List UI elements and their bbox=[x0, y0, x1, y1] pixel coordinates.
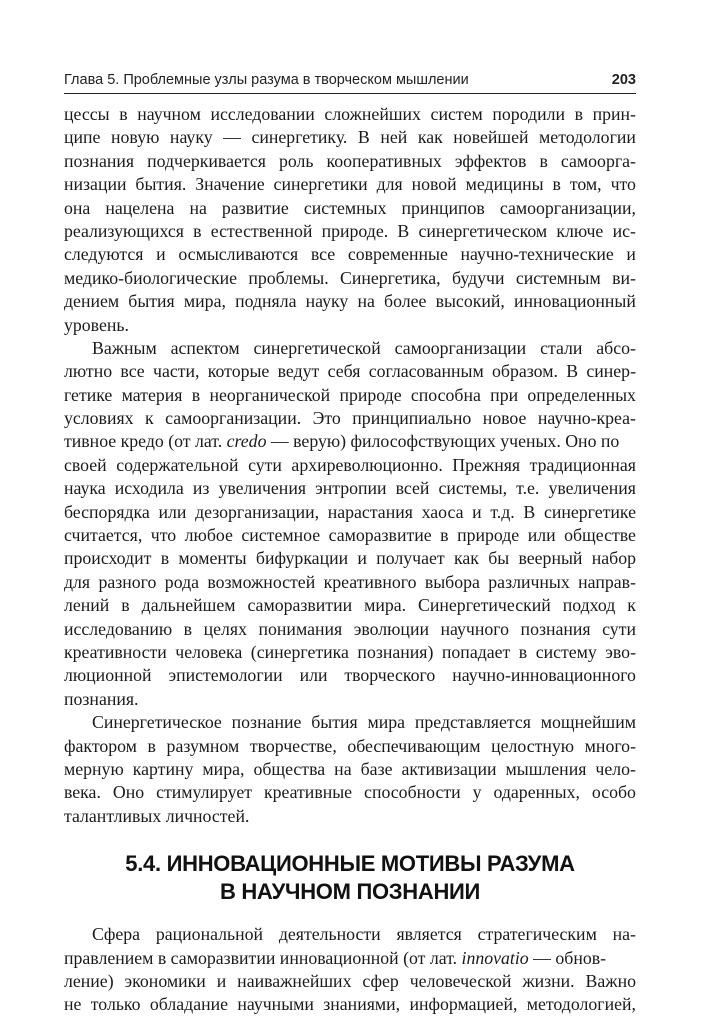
text-line: мерную картину мира, общества на базе активизации мышления чело- bbox=[64, 758, 636, 779]
text-line: Важным аспектом синергетической самоорганизации стали абсо- bbox=[92, 337, 636, 358]
paragraph-4 bbox=[64, 923, 636, 1017]
header-rule bbox=[64, 93, 636, 94]
paragraph-1 bbox=[64, 103, 636, 337]
text-line: условиях к самоорганизации. Это принципиально новое научно-креа- bbox=[64, 408, 636, 429]
text-line: считается, что любое системное саморазвитие в природе или обществе bbox=[64, 525, 636, 546]
text-line: медико-биологические проблемы. Синергетика, будучи системным ви- bbox=[64, 267, 636, 288]
text-line: уровень. bbox=[64, 314, 129, 335]
text-line: гетике материя в неорганической природе способна при определенных bbox=[64, 384, 636, 405]
section-heading-line: 5.4. ИННОВАЦИОННЫЕ МОТИВЫ РАЗУМА bbox=[125, 851, 575, 877]
text-run: правлением в саморазвитии инновационной (от лат. bbox=[64, 947, 462, 968]
text-line: фактором в разумном творчестве, обеспечивающим целостную много- bbox=[64, 735, 636, 756]
text-line: талантливых личностей. bbox=[64, 805, 250, 826]
chapter-title: Глава 5. Проблемные узлы разума в творческом мышлении bbox=[64, 72, 469, 88]
text-line: Синергетическое познание бытия мира представляется мощнейшим bbox=[92, 712, 636, 733]
text-line: Сфера рациональной деятельности является стратегическим на- bbox=[92, 924, 636, 945]
text-run: тивное кредо (от лат. bbox=[64, 431, 227, 452]
paragraph-2 bbox=[64, 337, 636, 711]
text-line: лений в дальнейшем саморазвитии мира. Синергетический подход к bbox=[64, 595, 636, 616]
text-line: она нацелена на развитие системных принципов самоорганизации, bbox=[64, 197, 636, 218]
text-line: познания. bbox=[64, 688, 139, 709]
text-line: беспорядка или дезорганизации, нарастания хаоса и т.д. В синергетике bbox=[64, 501, 636, 522]
text-line: исследованию в целях понимания эволюции научного познания сути bbox=[64, 618, 636, 639]
running-header bbox=[64, 72, 636, 92]
text-line: века. Оно стимулирует креативные способности у одаренных, особо bbox=[64, 782, 636, 803]
text-line: познания подчеркивается роль кооперативных эффектов в самоорга- bbox=[64, 150, 636, 171]
text-line bbox=[64, 947, 636, 970]
section-heading-line: В НАУЧНОМ ПОЗНАНИИ bbox=[219, 879, 481, 905]
text-line: реализующихся в естественной природе. В синергетическом ключе ис- bbox=[64, 220, 636, 241]
text-line: лютно все части, которые ведут себя согласованным образом. В синер- bbox=[64, 361, 636, 382]
text-line: происходит в моменты бифуркации и получает как бы веерный набор bbox=[64, 548, 636, 569]
text-line: следуются и осмысливаются все современные научно-технические и bbox=[64, 244, 636, 265]
section-heading bbox=[64, 850, 636, 906]
text-run: — верую) философствующих ученых. Оно по bbox=[266, 431, 620, 452]
text-line: для разного рода возможностей креативного выбора различных направ- bbox=[64, 571, 636, 592]
text-line: ление) экономики и наиважнейших сфер человеческой жизни. Важно bbox=[64, 970, 636, 991]
text-line bbox=[64, 430, 636, 453]
body-text bbox=[64, 103, 636, 1017]
text-line: дением бытия мира, подняла науку на более высокий, инновационный bbox=[64, 291, 636, 312]
text-line: цессы в научном исследовании сложнейших систем породили в прин- bbox=[64, 104, 636, 124]
text-line: низации бытия. Значение синергетики для новой медицины в том, что bbox=[64, 174, 636, 195]
text-line: креативности человека (синергетика познания) попадает в систему эво- bbox=[64, 641, 636, 662]
text-line: своей содержательной сути архиреволюционно. Прежняя традиционная bbox=[64, 454, 636, 475]
text-line: люционной эпистемологии или творческого научно-инновационного bbox=[64, 665, 636, 686]
latin-term-credo: credo bbox=[226, 431, 267, 452]
page-number: 203 bbox=[611, 72, 636, 88]
text-line: наука исходила из увеличения энтропии всей системы, т.е. увеличения bbox=[64, 478, 636, 499]
paragraph-3 bbox=[64, 711, 636, 828]
text-line: не только обладание научными знаниями, информацией, методологией, bbox=[64, 994, 636, 1015]
text-run: — обнов- bbox=[528, 947, 607, 968]
text-line: ципе новую науку — синергетику. В ней как новейшей методологии bbox=[64, 127, 636, 148]
latin-term-innovatio: innovatio bbox=[461, 947, 529, 968]
